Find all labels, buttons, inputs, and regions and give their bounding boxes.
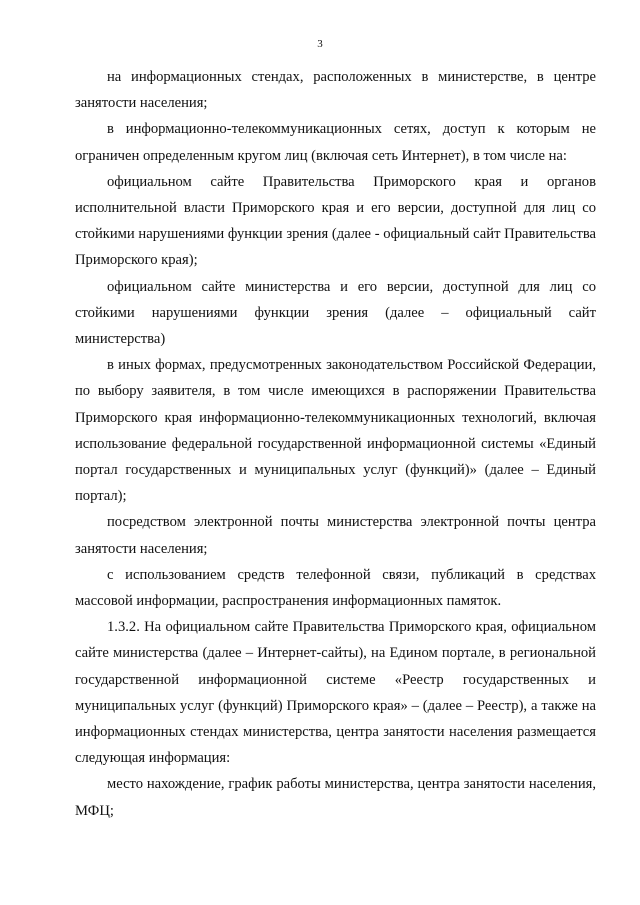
paragraph: в иных формах, предусмотренных законодательством Российской Федерации, по выбору заявителя, в том числе имеющихся в распоряжении Правительства Приморского края информационно-телекоммуникационных технологий, включая использование федеральной государственной информационной системы «Единый портал государственных и муниципальных услуг (функций)» (далее – Единый портал);	[75, 357, 596, 505]
body-text	[75, 64, 596, 824]
paragraph: официальном сайте Правительства Приморского края и органов исполнительной власти Приморского края и его версии, доступной для лиц со стойкими нарушениями функции зрения (далее - официальный сайт Правительства Приморского края);	[75, 173, 596, 269]
paragraph: с использованием средств телефонной связи, публикаций в средствах массовой информации, распространения информационных памяток.	[75, 566, 596, 610]
paragraph: официальном сайте министерства и его версии, доступной для лиц со стойкими нарушениями функции зрения (далее – официальный сайт министерства)	[75, 278, 596, 348]
paragraph: на информационных стендах, расположенных в министерстве, в центре занятости населения;	[75, 69, 596, 112]
page-number: 3	[317, 38, 323, 50]
paragraph: в информационно-телекоммуникационных сетях, доступ к которым не ограничен определенным кругом лиц (включая сеть Интернет), в том числе на:	[75, 121, 596, 164]
paragraph: место нахождение, график работы министерства, центра занятости населения, МФЦ;	[75, 776, 596, 819]
paragraph: 1.3.2. На официальном сайте Правительства Приморского края, официальном сайте министерства (далее – Интернет-сайты), на Едином портале, в региональной государственной информационной системе «Реестр государственных и муниципальных услуг (функций) Приморского края» – (далее – Реестр), а также на информационных стендах министерства, центра занятости населения размещается следующая информация:	[75, 619, 596, 767]
paragraph: посредством электронной почты министерства электронной почты центра занятости населения;	[75, 514, 596, 557]
